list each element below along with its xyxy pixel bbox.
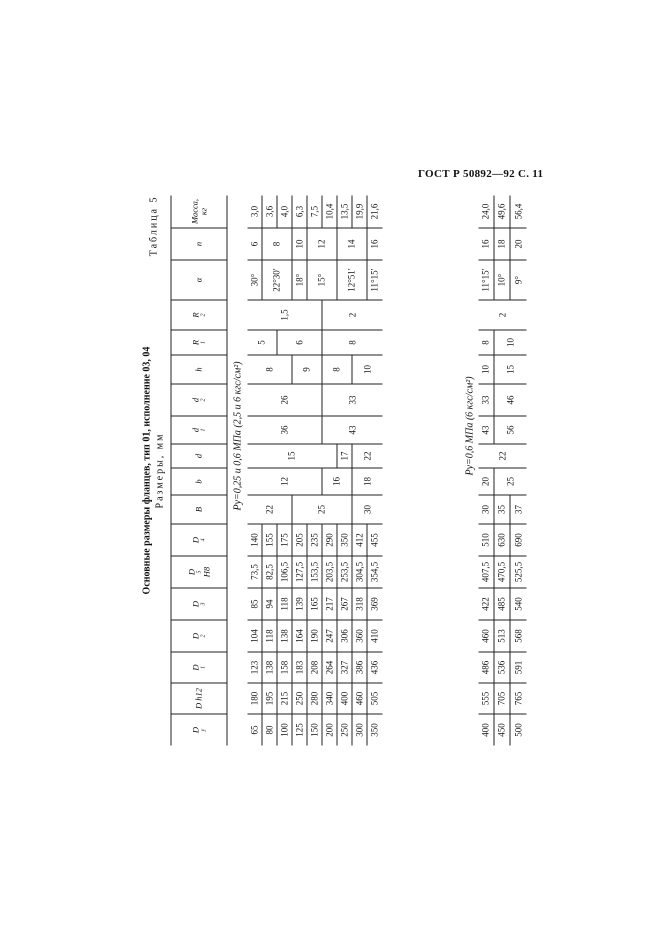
table-header-row: [170, 195, 227, 745]
section-1-grid: [247, 195, 382, 745]
table-cell: 486: [478, 652, 494, 683]
table-cell: 24,0: [478, 195, 494, 228]
table-cell: 10: [478, 355, 494, 384]
table-cell: 10: [494, 330, 526, 355]
section-2-grid: [478, 195, 526, 745]
table-cell: 350: [369, 722, 379, 737]
column-header-label: D: [190, 726, 201, 733]
table-cell: 436: [367, 652, 382, 683]
table-cell: 18°: [292, 260, 307, 300]
table-cell: 123: [247, 652, 262, 683]
column-header-label: D h12: [193, 687, 204, 709]
table-cell: 705: [494, 683, 510, 714]
table-cell: 536: [494, 652, 510, 683]
table-cell: 165: [307, 588, 322, 620]
table-cell: 412: [352, 524, 367, 556]
table-cell: 19,9: [352, 195, 367, 228]
table-cell: 3,6: [262, 195, 277, 228]
table-cell: 140: [247, 524, 262, 556]
table-cell: 510: [478, 524, 494, 556]
table-cell: 33: [478, 384, 494, 416]
column-header-subscript: 5: [195, 570, 202, 573]
table-cell: 104: [247, 620, 262, 652]
table-cell: 10,4: [322, 195, 337, 228]
table-cell: 203,5: [322, 556, 337, 588]
table-cell: 16: [322, 468, 352, 495]
table-cell: 155: [262, 524, 277, 556]
table-cell: 386: [352, 652, 367, 683]
column-header: [171, 195, 226, 228]
column-header-label: α: [193, 277, 204, 282]
column-header-line2: H8: [200, 566, 211, 577]
table-cell: 208: [307, 652, 322, 683]
table-cell: 505: [367, 683, 382, 714]
table-cell: 15°: [307, 260, 337, 300]
table-cell: 30: [478, 495, 494, 524]
column-header-subscript: 4: [199, 538, 206, 541]
table-cell: 250: [337, 714, 352, 745]
table-cell: 327: [337, 652, 352, 683]
table-cell: 175: [277, 524, 292, 556]
table-cell: 264: [322, 652, 337, 683]
column-header: [171, 384, 226, 416]
column-header: [171, 330, 226, 355]
column-header-subscript: 1: [199, 665, 206, 669]
table-cell: 340: [322, 683, 337, 714]
table-cell: 235: [307, 524, 322, 556]
table-cell: 37: [510, 495, 526, 524]
table-cell: 17: [337, 444, 352, 468]
column-header-label: h: [193, 366, 204, 372]
table-cell: 2: [322, 300, 382, 330]
column-header-label: d: [190, 397, 201, 402]
table-cell: 22: [352, 444, 382, 468]
page-header: ГОСТ Р 50892—92 С. 11: [418, 168, 544, 180]
column-header-label: D: [190, 600, 201, 607]
column-header: [171, 588, 226, 620]
table-cell: 250: [292, 683, 307, 714]
table-cell: 540: [510, 588, 526, 620]
table-cell: 10°: [494, 260, 510, 300]
table-cell: 25: [292, 495, 352, 524]
units-caption: Размеры, мм: [154, 432, 165, 508]
table-cell: 3,0: [247, 195, 262, 228]
column-header: [171, 652, 226, 683]
table-cell: 290: [322, 524, 337, 556]
table-cell: 513: [494, 620, 510, 652]
table-cell: 12: [307, 228, 337, 260]
column-header-subscript: 1: [199, 340, 206, 344]
column-header-subscript: 1: [199, 428, 206, 431]
table-cell: 85: [247, 588, 262, 620]
table-cell: 215: [277, 683, 292, 714]
table-cell: 14: [337, 228, 367, 260]
column-header-label: d: [190, 427, 201, 432]
table-cell: 190: [307, 620, 322, 652]
table-cell: 11°15′: [367, 260, 382, 300]
table-cell: 80: [262, 714, 277, 745]
table-cell: 568: [510, 620, 526, 652]
column-header-label: R: [190, 311, 201, 318]
column-header-subscript: 2: [199, 313, 206, 316]
table-cell: 8: [322, 330, 382, 355]
table-cell: 450: [494, 714, 510, 745]
table-cell: 73,5: [247, 556, 262, 588]
table-cell: 25: [494, 468, 526, 495]
column-header-subscript: 3: [199, 602, 206, 605]
column-header: [171, 416, 226, 444]
table-cell: 35: [494, 495, 510, 524]
table-cell: 6,3: [292, 195, 307, 228]
table-cell: 4,0: [277, 195, 292, 228]
table-cell: 422: [478, 588, 494, 620]
table-cell: 354,5: [367, 556, 382, 588]
table-cell: 5: [247, 330, 277, 355]
table-cell: 56: [494, 416, 526, 444]
column-header: [171, 556, 226, 588]
column-header: [171, 714, 226, 745]
column-header: [171, 260, 226, 300]
column-header-subscript: 2: [199, 634, 206, 637]
column-header-line2: кг: [197, 207, 208, 215]
table-cell: 400: [478, 714, 494, 745]
table-cell: 94: [262, 588, 277, 620]
table-cell: 33: [322, 384, 382, 416]
table-cell: 9: [292, 355, 322, 384]
table-cell: 460: [478, 620, 494, 652]
column-header-label: D: [190, 663, 201, 671]
table-cell: 22°30′: [262, 260, 292, 300]
table-cell: 20: [510, 228, 526, 260]
table-cell: 26: [247, 384, 322, 416]
table-cell: 36: [247, 416, 322, 444]
table-cell: 195: [262, 683, 277, 714]
table-cell: 43: [322, 416, 382, 444]
table-cell: 591: [510, 652, 526, 683]
column-header: [171, 683, 226, 714]
table-cell: 106,5: [277, 556, 292, 588]
table-cell: 13,5: [337, 195, 352, 228]
table-cell: 127,5: [292, 556, 307, 588]
table-cell: 6: [277, 330, 322, 355]
section-label-pressure-1: Pу=0,25 и 0,6 МПа (2,5 и 6 кгс/см²): [232, 360, 243, 510]
table-cell: 82,5: [262, 556, 277, 588]
column-header-label: d: [193, 453, 204, 458]
table-title: Основные размеры фланцев, тип 01, исполнение 03, 04: [141, 346, 152, 594]
table-cell: 164: [292, 620, 307, 652]
table-cell: 350: [337, 524, 352, 556]
table-cell: 8: [262, 228, 292, 260]
table-cell: 158: [277, 652, 292, 683]
table-cell: 10: [352, 355, 382, 384]
table-cell: 180: [247, 683, 262, 714]
table-cell: 400: [337, 683, 352, 714]
table-cell: 253,5: [337, 556, 352, 588]
table-cell: 46: [494, 384, 526, 416]
table-cell: 18: [352, 468, 382, 495]
table-cell: 247: [322, 620, 337, 652]
table-cell: 183: [292, 652, 307, 683]
column-header: [171, 468, 226, 495]
column-header: [171, 495, 226, 524]
table-cell: 407,5: [478, 556, 494, 588]
table-cell: 20: [478, 468, 494, 495]
table-cell: 11°15′: [478, 260, 494, 300]
column-header: [171, 228, 226, 260]
table-cell: 12°51′: [337, 260, 367, 300]
table-cell: 22: [247, 495, 292, 524]
table-cell: 267: [337, 588, 352, 620]
column-header-label: D: [190, 536, 201, 543]
table-cell: 8: [322, 355, 352, 384]
table-cell: 150: [307, 714, 322, 745]
column-header-label: n: [193, 241, 204, 246]
table-cell: 15: [494, 355, 526, 384]
column-header-label: D: [186, 568, 196, 575]
table-cell: 525,5: [510, 556, 526, 588]
table-cell: 100: [277, 714, 292, 745]
section-label-pressure-2: Pу=0,6 МПа (6 кгс/см²): [464, 375, 475, 475]
column-header: [171, 300, 226, 330]
table-cell: 470,5: [494, 556, 510, 588]
table-cell: 1,5: [247, 300, 322, 330]
table-cell: 139: [292, 588, 307, 620]
table-cell: 15: [247, 444, 337, 468]
column-header-label: R: [190, 339, 201, 345]
rotated-table-page: [135, 195, 530, 745]
table-cell: 8: [247, 355, 292, 384]
table-cell: 153,5: [307, 556, 322, 588]
table-cell: 765: [510, 683, 526, 714]
table-cell: 30: [352, 495, 382, 524]
table-cell: 30°: [247, 260, 262, 300]
table-cell: 56,4: [510, 195, 526, 228]
table-cell: 304,5: [352, 556, 367, 588]
table-cell: 138: [262, 652, 277, 683]
table-cell: 65: [247, 714, 262, 745]
table-cell: 555: [478, 683, 494, 714]
table-cell: 118: [262, 620, 277, 652]
table-cell: 12: [247, 468, 322, 495]
table-cell: 8: [478, 330, 494, 355]
table-cell: 43: [478, 416, 494, 444]
table-cell: 125: [292, 714, 307, 745]
column-header: [171, 444, 226, 468]
table-cell: 690: [510, 524, 526, 556]
table-cell: 306: [337, 620, 352, 652]
table-cell: 6: [247, 228, 262, 260]
table-cell: 18: [494, 228, 510, 260]
table-cell: 630: [494, 524, 510, 556]
table-cell: 318: [352, 588, 367, 620]
column-header-label: B: [193, 506, 204, 512]
table-cell: 360: [352, 620, 367, 652]
table-cell: 485: [494, 588, 510, 620]
table-cell: 460: [352, 683, 367, 714]
table-cell: 16: [478, 228, 494, 260]
table-cell: 7,5: [307, 195, 322, 228]
table-cell: 138: [277, 620, 292, 652]
column-header-subscript: 2: [199, 398, 206, 401]
table-cell: 200: [322, 714, 337, 745]
table-cell: 455: [367, 524, 382, 556]
column-header: [171, 524, 226, 556]
table-cell: 21,6: [367, 195, 382, 228]
table-cell: 280: [307, 683, 322, 714]
table-cell: 22: [478, 444, 526, 468]
table-number: Таблица 5: [148, 195, 159, 256]
column-header-subscript: у: [199, 728, 206, 731]
table-cell: 500: [512, 722, 523, 737]
table-cell: 205: [292, 524, 307, 556]
column-header-label: Масса,: [189, 198, 199, 224]
table-cell: 9°: [510, 260, 526, 300]
table-cell: 2: [478, 300, 526, 330]
table-cell: 118: [277, 588, 292, 620]
column-header-label: D: [190, 632, 201, 639]
table-cell: 369: [367, 588, 382, 620]
table-cell: 16: [367, 228, 382, 260]
column-header: [171, 620, 226, 652]
table-cell: 217: [322, 588, 337, 620]
table-cell: 49,6: [494, 195, 510, 228]
table-cell: 410: [367, 620, 382, 652]
table-cell: 300: [352, 714, 367, 745]
column-header-label: b: [193, 478, 204, 484]
column-header: [171, 355, 226, 384]
table-cell: 10: [292, 228, 307, 260]
